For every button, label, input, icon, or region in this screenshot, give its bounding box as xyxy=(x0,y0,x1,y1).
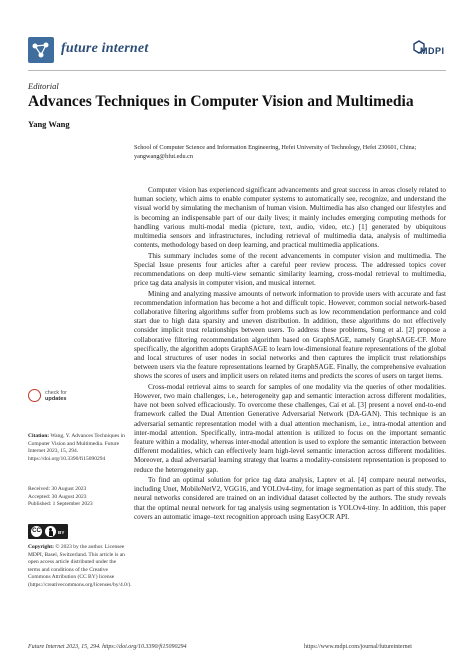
published-date: Published: 1 September 2023 xyxy=(28,501,93,508)
copyright-text[interactable]: © 2023 by the author. Licensee MDPI, Basel, Switzerland. This article is an open access article distributed under the terms and conditions of the Creative Commons Attribution (CC BY) license (https://creativecommons.org/licenses/by/4.0/). xyxy=(28,544,132,588)
body-paragraph: This summary includes some of the recent advancements in computer vision and multimedia. The Special Issue presents four articles after a careful peer review process. The addressed topics cover recommendations on deep multi-view semantic similarity learning, cross-modal retrieval to multimedia, price tag data analysis in computer vision, and musical internet. xyxy=(134,251,446,288)
check-for-updates-icon[interactable] xyxy=(28,389,41,402)
author-affiliation: School of Computer Science and Information Engineering, Hefei University of Technology, Hefei 230601, China; yangwang@hfut.edu.cn xyxy=(134,144,417,160)
citation-block xyxy=(28,433,128,463)
check-updates-line2[interactable]: updates xyxy=(45,396,67,402)
dates-block xyxy=(28,486,128,509)
network-icon xyxy=(28,37,54,63)
check-updates-line1[interactable]: check for xyxy=(45,390,67,396)
footer-citation[interactable]: Future Internet 2023, 15, 294. https://doi.org/10.3390/fi15090294 xyxy=(28,644,187,650)
body-paragraph: To find an optimal solution for price tag data analysis, Laptev et al. [4] compare neural networks, including Unet, MobileNetV2, VGG16, and YOLOv4-tiny, for image segmentation as part of this study. The neural networks considered are trained on an individual dataset collected by the authors. The study reveals that the optimal neural network for tag analysis using segmentation is YOLOv4-tiny. In addition, this paper covers an automatic image–text recognition approach using EasyOCR API. xyxy=(134,476,446,521)
body-paragraph: Computer vision has experienced significant advancements and great success in areas closely related to human society, which aims to enable computer systems to automatically see, recognize, and understand the visual world by simulating the mechanism of human vision. Multimedia has also changed our lifestyles and is becoming an indispensable part of our daily lives; it mainly includes emerging computing methods for handling various multi-modal media (picture, text, audio, video, etc.) [1] generated by ubiquitous multimedia sensors and infrastructures, including retrieval of multimedia data, analysis of multimedia contents, methodology based on deep learning, and practical multimedia applications. xyxy=(134,186,446,250)
citation-text[interactable]: Wang, Y. Advances Techniques in Computer Vision and Multimedia. Future Internet 2023, 15, 294. https://doi.org/10.3390/fi15090294 xyxy=(28,433,125,462)
article-title: Advances Techniques in Computer Vision and Multimedia xyxy=(28,93,414,110)
copyright-label: Copyright: xyxy=(28,544,54,550)
footer-journal-url[interactable]: https://www.mdpi.com/journal/futureinternet xyxy=(304,644,412,650)
journal-name: future internet xyxy=(61,41,149,56)
cc-by-label: BY xyxy=(58,530,65,535)
article-type: Editorial xyxy=(28,81,59,91)
header-divider xyxy=(28,70,446,71)
cc-icon: CC xyxy=(31,526,42,537)
copyright-block xyxy=(28,544,132,590)
accepted-date: Accepted: 30 August 2023 xyxy=(28,493,87,500)
attribution-icon xyxy=(45,526,56,537)
author-name: Yang Wang xyxy=(28,119,70,129)
body-paragraph: Cross-modal retrieval aims to search for samples of one modality via the queries of other modalities. However, two main challenges, i.e., heterogeneity gap and semantic interaction across different modalities, have not been solved efficaciously. To overcome these challenges, Cai et al. [3] present a novel end-to-end framework called the Dual Attention Generative Adversarial Network (DA-GAN). This technique is an adversarial semantic representation model with a dual attention mechanism, i.e., intra-modal attention and inter-modal attention. Specifically, intra-modal attention is utilized to focus on the important semantic feature within a modality, whereas inter-modal attention is used to explore the semantic interaction between different modalities, which can effectively learn high-level semantic interaction across different modalities. Moreover, a dual adversarial learning strategy that learns a modality-consistent representation is proposed to reduce the heterogeneity gap. xyxy=(134,382,446,474)
publisher-name: MDPI xyxy=(420,46,445,56)
body-paragraph: Mining and analyzing massive amounts of network information to provide users with accurate and fast recommendation information has become a hot and difficult topic. However, common social network-based collaborative filtering algorithms suffer from problems such as low recommendation performance and cold start due to high data sparsity and uneven distribution. In addition, these algorithms do not effectively consider implicit trust relationships between users. To address these problems, Song et al. [2] propose a collaborative filtering recommendation algorithm based on GraphSAGE, namely GraphSAGE-CF. More specifically, the algorithm adopts GraphSAGE to learn low-dimensional feature representations of the global and local structures of user nodes in social networks and then captures the implicit trust relationships between users via the feature representations learned by GraphSAGE. Finally, the comprehensive evaluation shows the scores of users and implicit users on related items and predicts the scores of users on target items. xyxy=(134,289,446,381)
article-body xyxy=(134,186,446,523)
citation-label: Citation: xyxy=(28,433,50,439)
journal-logo xyxy=(28,37,54,63)
received-date: Received: 30 August 2023 xyxy=(28,486,87,492)
